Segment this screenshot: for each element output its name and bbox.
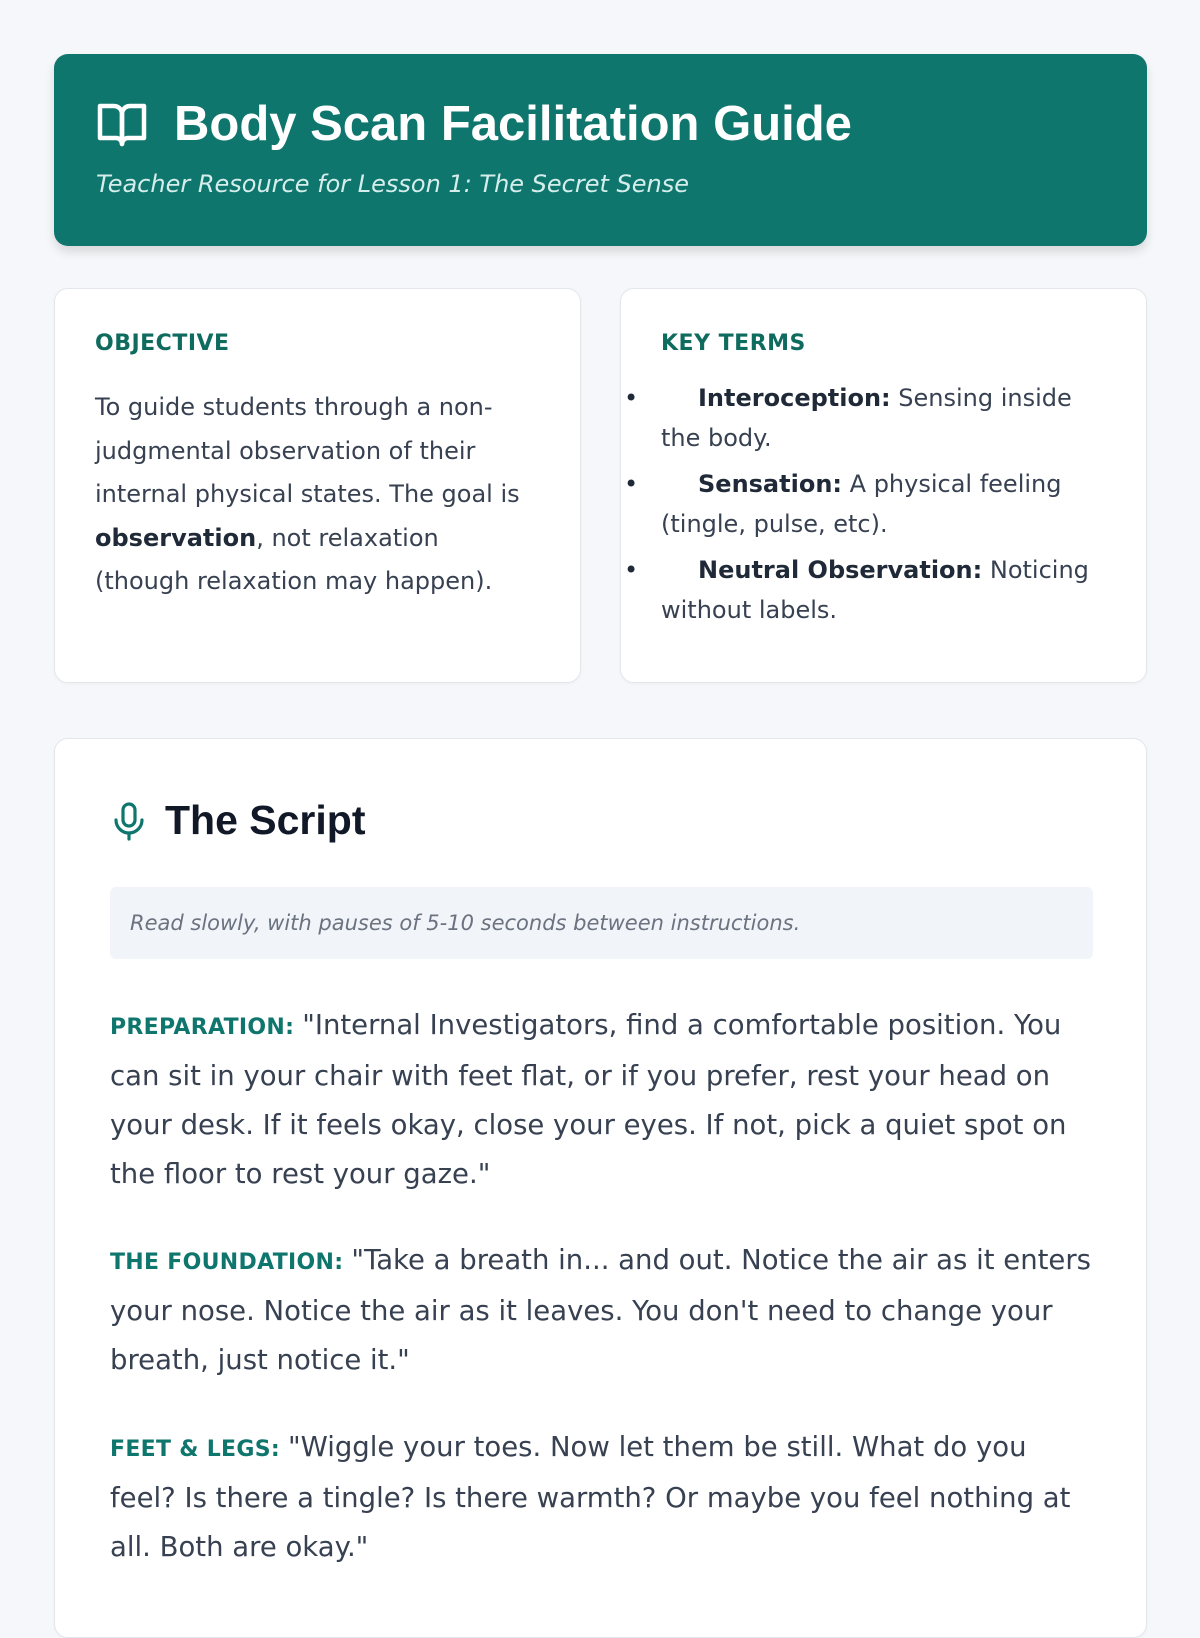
- key-terms-list: [661, 378, 1106, 630]
- script-title-row: [111, 797, 365, 844]
- key-terms-card: [620, 288, 1147, 683]
- key-term-item: [661, 464, 1099, 544]
- key-term-definition: A physical feeling (tingle, pulse, etc).: [661, 470, 1062, 538]
- objective-text-before: To guide students through a non-judgmental observation of their internal physical states. The goal is: [95, 393, 520, 508]
- script-title: The Script: [165, 797, 366, 843]
- objective-label: OBJECTIVE: [95, 331, 230, 356]
- objective-card: [54, 288, 581, 683]
- key-terms-label: KEY TERMS: [661, 331, 806, 356]
- script-reading-note: Read slowly, with pauses of 5-10 seconds between instructions.: [110, 887, 1093, 959]
- open-book-icon: [96, 100, 148, 148]
- script-card: [54, 738, 1147, 1638]
- section-label: THE FOUNDATION:: [110, 1250, 344, 1275]
- header-title-row: [96, 96, 852, 152]
- section-text: "Internal Investigators, find a comfortable position. You can sit in your chair with feet flat, or if you prefer, rest your head on your desk. If it feels okay, close your eyes. If not, pick a quiet spot on the floor to rest your gaze.": [110, 1009, 1067, 1190]
- key-term-item: [661, 550, 1099, 630]
- script-section-feet-legs: [110, 1423, 1093, 1572]
- key-term-definition: Noticing without labels.: [661, 556, 1089, 624]
- key-term: Sensation:: [698, 470, 842, 498]
- key-term-item: [661, 378, 1099, 458]
- key-term: Interoception:: [698, 384, 891, 412]
- microphone-icon: [111, 801, 147, 841]
- objective-text-bold: observation: [95, 523, 257, 552]
- key-term-definition: Sensing inside the body.: [661, 384, 1072, 452]
- objective-text: [95, 386, 533, 604]
- page-header: [54, 54, 1147, 246]
- objective-text-after: , not relaxation (though relaxation may happen).: [95, 523, 493, 595]
- script-section-foundation: [110, 1236, 1093, 1385]
- section-label: FEET & LEGS:: [110, 1437, 280, 1462]
- page-title: Body Scan Facilitation Guide: [174, 97, 852, 151]
- section-text: "Take a breath in... and out. Notice the air as it enters your nose. Notice the air as it leaves. You don't need to change your breath, just notice it.": [110, 1244, 1091, 1376]
- script-section-preparation: [110, 1001, 1093, 1199]
- section-label: PREPARATION:: [110, 1015, 295, 1040]
- section-text: "Wiggle your toes. Now let them be still. What do you feel? Is there a tingle? Is there warmth? Or maybe you feel nothing at all. Both are okay.": [110, 1431, 1071, 1563]
- key-term: Neutral Observation:: [698, 556, 983, 584]
- page-subtitle: Teacher Resource for Lesson 1: The Secret Sense: [96, 170, 690, 198]
